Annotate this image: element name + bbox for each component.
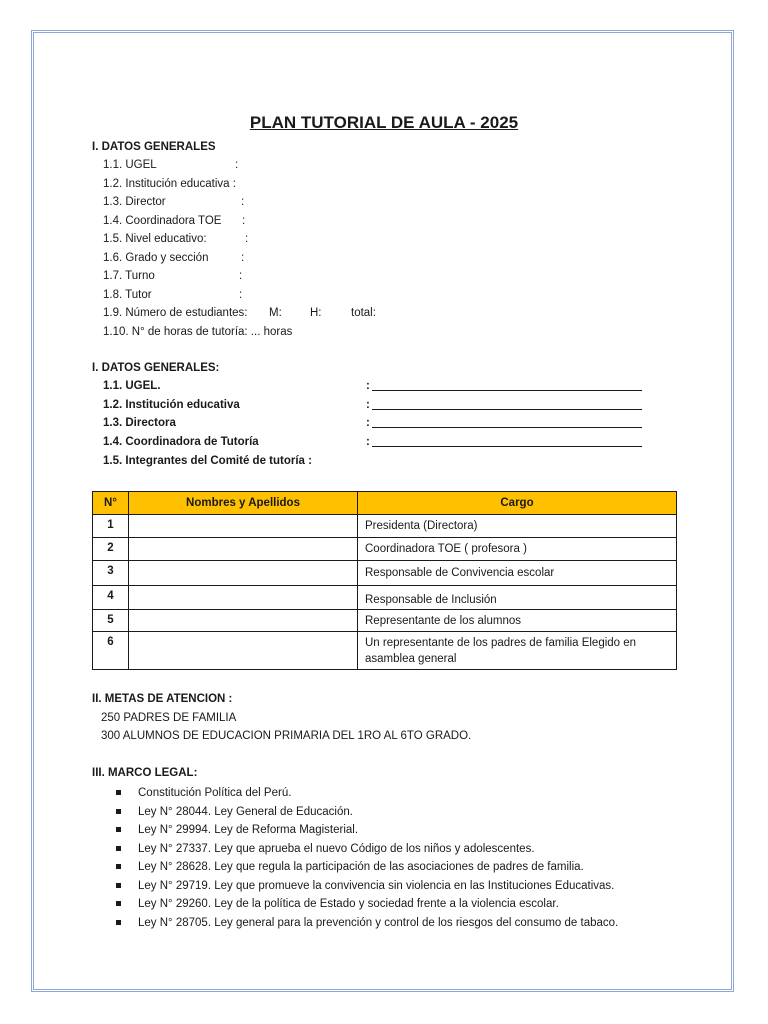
row-name-cell[interactable]	[129, 561, 358, 586]
list-item-text: Constitución Política del Perú.	[138, 787, 292, 799]
document-title: PLAN TUTORIAL DE AULA - 2025	[249, 113, 519, 132]
list-item	[114, 895, 618, 914]
bullet-icon	[116, 901, 121, 906]
s1-item-nivel-colon: :	[245, 233, 249, 245]
s1-item-coordinadora: 1.4. Coordinadora TOE	[103, 215, 222, 227]
header-num: N°	[93, 492, 129, 515]
legal-framework-list	[114, 784, 618, 932]
row-cargo: Responsable de Inclusión	[358, 586, 677, 610]
s1-item-director-colon: :	[241, 196, 245, 208]
s1-item-director: 1.3. Director	[103, 196, 166, 208]
section2-line-parents: 250 PADRES DE FAMILIA	[101, 712, 237, 724]
s1b-item-coordinadora-colon: :	[366, 436, 370, 448]
table-row	[93, 610, 677, 632]
list-item	[114, 858, 618, 877]
list-item-text: Ley N° 28044. Ley General de Educación.	[138, 805, 353, 818]
s1b-item-coordinadora: 1.4. Coordinadora de Tutoría	[103, 436, 259, 448]
s1b-item-ugel-colon: :	[366, 380, 370, 392]
s1-item-nivel: 1.5. Nivel educativo:	[103, 233, 207, 245]
bullet-icon	[116, 846, 121, 851]
row-num: 6	[93, 632, 129, 670]
s1b-ugel-line	[372, 390, 642, 391]
row-cargo: Responsable de Convivencia escolar	[358, 561, 677, 586]
list-item	[114, 877, 618, 896]
s1-item-coordinadora-colon: :	[242, 215, 246, 227]
header-name: Nombres y Apellidos	[129, 492, 358, 515]
list-item-text: Ley N° 27337. Ley que aprueba el nuevo Código de los niños y adolescentes.	[138, 842, 535, 855]
row-num: 2	[93, 538, 129, 561]
s1b-coordinadora-line	[372, 446, 642, 447]
s1-hours: 1.10. N° de horas de tutoría: ... horas	[103, 326, 293, 338]
s1-item-tutor-colon: :	[239, 289, 243, 301]
s1b-item-ugel: 1.1. UGEL.	[103, 380, 161, 392]
table-row	[93, 632, 677, 670]
table-row	[93, 586, 677, 610]
row-num: 1	[93, 515, 129, 538]
section2-line-students: 300 ALUMNOS DE EDUCACION PRIMARIA DEL 1RO AL 6TO GRADO.	[101, 730, 472, 742]
bullet-icon	[116, 790, 121, 795]
bullet-icon	[116, 883, 121, 888]
row-cargo: Representante de los alumnos	[358, 610, 677, 632]
bullet-icon	[116, 920, 121, 925]
section1-heading: I. DATOS GENERALES	[92, 141, 216, 153]
row-name-cell[interactable]	[129, 610, 358, 632]
s1b-item-directora-colon: :	[366, 417, 370, 429]
row-num: 3	[93, 561, 129, 586]
row-name-cell[interactable]	[129, 515, 358, 538]
s1-item-grado: 1.6. Grado y sección	[103, 252, 209, 264]
s1-item-turno: 1.7. Turno	[103, 270, 155, 282]
s1b-item-institucion-colon: :	[366, 399, 370, 411]
list-item	[114, 784, 618, 803]
row-cargo: Presidenta (Directora)	[358, 515, 677, 538]
section2-heading: II. METAS DE ATENCION :	[92, 693, 233, 705]
row-num: 5	[93, 610, 129, 632]
header-cargo: Cargo	[358, 492, 677, 515]
s1-students-total: total:	[351, 307, 376, 319]
s1-item-institucion: 1.2. Institución educativa :	[103, 178, 236, 190]
list-item-text: Ley N° 28628. Ley que regula la participación de las asociaciones de padres de familia.	[138, 861, 584, 873]
list-item-text: Ley N° 28705. Ley general para la prevención y control de los riesgos del consumo de tabaco.	[138, 916, 619, 929]
s1b-institucion-line	[372, 409, 642, 410]
section3-heading: III. MARCO LEGAL:	[92, 767, 198, 779]
s1b-committee-label: 1.5. Integrantes del Comité de tutoría :	[103, 455, 312, 467]
row-cargo: Un representante de los padres de familia Elegido en asamblea general	[358, 632, 677, 670]
s1-item-grado-colon: :	[241, 252, 245, 264]
table-header-row	[93, 492, 677, 515]
row-num: 4	[93, 586, 129, 610]
committee-table	[92, 491, 677, 670]
bullet-icon	[116, 827, 121, 832]
row-name-cell[interactable]	[129, 586, 358, 610]
s1-item-ugel-colon: :	[235, 159, 239, 171]
list-item	[114, 803, 618, 822]
s1-item-tutor: 1.8. Tutor	[103, 289, 152, 301]
list-item-text: Ley N° 29719. Ley que promueve la convivencia sin violencia en las Instituciones Educativas.	[138, 879, 615, 892]
list-item-text: Ley N° 29260. Ley de la política de Estado y sociedad frente a la violencia escolar.	[138, 898, 559, 910]
s1-students-h: H:	[310, 307, 322, 319]
s1-students-label: 1.9. Número de estudiantes:	[103, 307, 248, 319]
list-item-text: Ley N° 29994. Ley de Reforma Magisterial.	[138, 824, 359, 836]
s1b-item-institucion: 1.2. Institución educativa	[103, 399, 240, 411]
section1b-heading: I. DATOS GENERALES:	[92, 362, 220, 374]
bullet-icon	[116, 809, 121, 814]
table-row	[93, 538, 677, 561]
s1b-item-directora: 1.3. Directora	[103, 417, 176, 429]
table-row	[93, 515, 677, 538]
row-cargo: Coordinadora TOE ( profesora )	[358, 538, 677, 561]
s1-item-turno-colon: :	[239, 270, 243, 282]
list-item	[114, 821, 618, 840]
list-item	[114, 914, 618, 933]
bullet-icon	[116, 864, 121, 869]
s1-item-ugel: 1.1. UGEL	[103, 159, 157, 171]
s1-students-m: M:	[269, 307, 282, 319]
s1b-directora-line	[372, 427, 642, 428]
row-name-cell[interactable]	[129, 632, 358, 670]
list-item	[114, 840, 618, 859]
table-row	[93, 561, 677, 586]
row-name-cell[interactable]	[129, 538, 358, 561]
